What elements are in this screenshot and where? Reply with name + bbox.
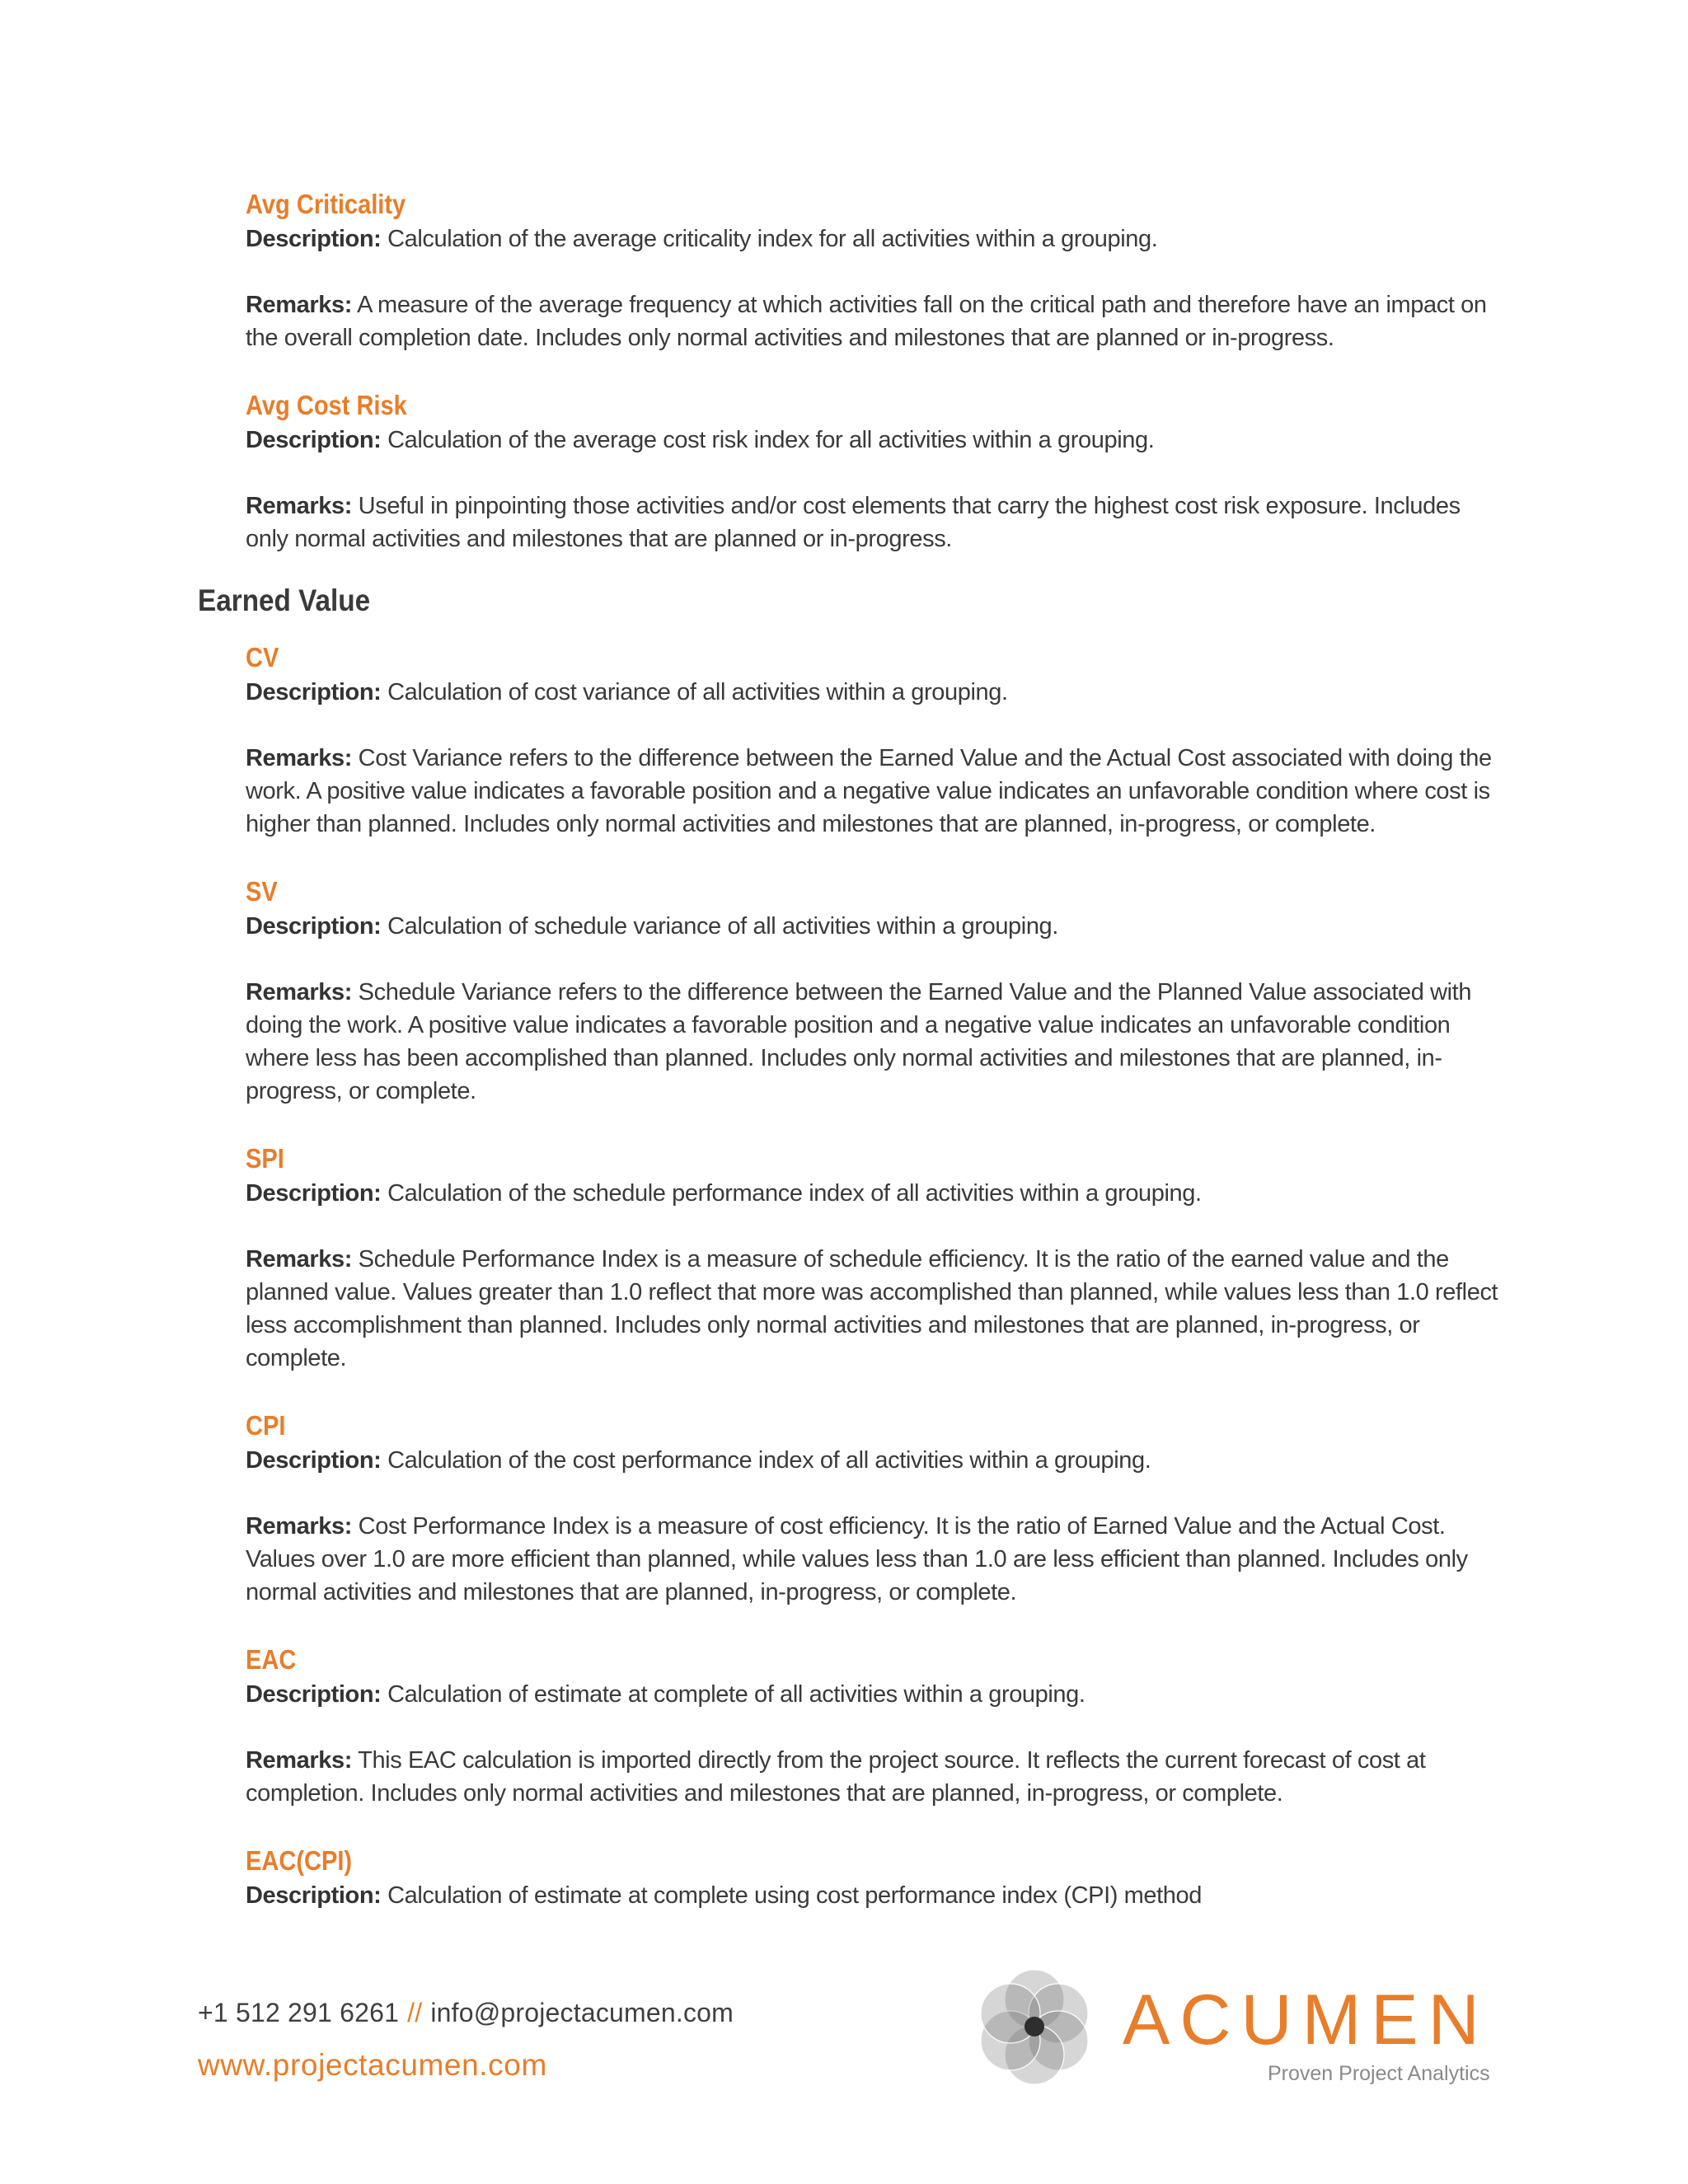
description-text: Calculation of estimate at complete of all activities within a grouping. (387, 1681, 1085, 1708)
description-label: Description: (246, 226, 382, 252)
logo-center (1025, 2017, 1044, 2036)
remarks-label: Remarks: (246, 1747, 352, 1774)
remarks (246, 1243, 1500, 1375)
description-text: Calculation of estimate at complete using cost performance index (CPI) method (387, 1882, 1202, 1909)
description-label: Description: (246, 1447, 382, 1474)
remarks-text: A measure of the average frequency at which activities fall on the critical path and therefore have an impact on the overall completion date. Includes only normal activities and milestones that are planned or in-progress. (246, 292, 1487, 351)
description-label: Description: (246, 1882, 382, 1909)
remarks (246, 742, 1500, 841)
section-heading-earned-value: Earned Value (198, 583, 371, 617)
footer-email[interactable]: info@projectacumen.com (430, 1998, 734, 2027)
description-label: Description: (246, 913, 382, 940)
term-title: Avg Criticality (246, 189, 406, 219)
term-title: SPI (246, 1143, 284, 1174)
remarks-text: This EAC calculation is imported directly from the project source. It reflects the current forecast of cost at completion. Includes only normal activities and milestones that are planned, in-progress, or complete. (246, 1747, 1426, 1807)
entry-cpi (246, 1408, 1500, 1609)
entry-avg-criticality (246, 186, 1500, 354)
page-content (198, 186, 1500, 1912)
term-title: EAC(CPI) (246, 1845, 353, 1876)
description (246, 223, 1500, 255)
footer-contact (198, 1998, 734, 2028)
description-text: Calculation of the average cost risk index for all activities within a grouping. (387, 427, 1155, 453)
term-title: CV (246, 642, 279, 673)
term-title: SV (246, 876, 278, 907)
description (246, 424, 1500, 457)
entry-avg-cost-risk (246, 387, 1500, 555)
brand-name: ACUMEN (1123, 1980, 1489, 2060)
description (246, 1177, 1500, 1210)
remarks (246, 976, 1500, 1108)
description-label: Description: (246, 1180, 382, 1207)
description-label: Description: (246, 679, 382, 705)
remarks (246, 490, 1500, 555)
entry-eac-cpi (246, 1843, 1500, 1912)
remarks (246, 1744, 1500, 1810)
remarks-label: Remarks: (246, 292, 352, 318)
remarks (246, 1510, 1500, 1609)
remarks-label: Remarks: (246, 1513, 352, 1540)
remarks-text: Cost Variance refers to the difference between the Earned Value and the Actual Cost associated with doing the work. A positive value indicates a favorable position and a negative value indicates an unfavorable condition where cost is higher than planned. Includes only normal activities and milestones that are planned, in-progress, or complete. (246, 745, 1492, 837)
description-label: Description: (246, 1681, 382, 1708)
term-title: CPI (246, 1410, 286, 1441)
description-text: Calculation of the average criticality index for all activities within a grouping. (387, 226, 1158, 252)
remarks-text: Cost Performance Index is a measure of cost efficiency. It is the ratio of Earned Value and the Actual Cost. Values over 1.0 are more efficient than planned, while values less than 1.0 are less efficient than planned. Includes only normal activities and milestones that are planned, in-progress, or complete. (246, 1513, 1468, 1605)
brand-tagline: Proven Project Analytics (1268, 2062, 1490, 2085)
acumen-logo-icon (966, 1958, 1103, 2095)
remarks-label: Remarks: (246, 979, 352, 1005)
description-text: Calculation of the cost performance index of all activities within a grouping. (387, 1447, 1151, 1474)
remarks-label: Remarks: (246, 745, 352, 771)
remarks-text: Schedule Variance refers to the difference between the Earned Value and the Planned Value associated with doing the work. A positive value indicates a favorable position and a negative value indicates an unfavorable condition where less has been accomplished than planned. Includes only normal activities and milestones that are planned, in-progress, or complete. (246, 979, 1472, 1104)
term-title: EAC (246, 1644, 297, 1675)
remarks (246, 288, 1500, 354)
description (246, 1444, 1500, 1477)
entry-sv (246, 874, 1500, 1108)
entry-eac (246, 1642, 1500, 1810)
remarks-text: Useful in pinpointing those activities and/or cost elements that carry the highest cost risk exposure. Includes only normal activities and milestones that are planned or in-progress. (246, 493, 1461, 552)
footer-separator: // (407, 1998, 423, 2027)
description-label: Description: (246, 427, 382, 453)
description-text: Calculation of the schedule performance index of all activities within a grouping. (387, 1180, 1202, 1207)
description (246, 910, 1500, 943)
remarks-text: Schedule Performance Index is a measure of schedule efficiency. It is the ratio of the earned value and the planned value. Values greater than 1.0 reflect that more was accomplished than planned, while values less than 1.0 reflect less accomplishment than planned. Includes only normal activities and milestones that are planned, in-progress, or complete. (246, 1246, 1498, 1371)
remarks-label: Remarks: (246, 1246, 352, 1272)
description (246, 676, 1500, 709)
footer-website-link[interactable]: www.projectacumen.com (198, 2048, 547, 2082)
description (246, 1678, 1500, 1711)
remarks-label: Remarks: (246, 493, 352, 519)
description-text: Calculation of schedule variance of all activities within a grouping. (387, 913, 1058, 940)
entry-spi (246, 1141, 1500, 1375)
entry-cv (246, 640, 1500, 841)
footer-phone[interactable]: +1 512 291 6261 (198, 1998, 400, 2027)
description (246, 1879, 1500, 1912)
description-text: Calculation of cost variance of all activities within a grouping. (387, 679, 1008, 705)
term-title: Avg Cost Risk (246, 390, 407, 420)
